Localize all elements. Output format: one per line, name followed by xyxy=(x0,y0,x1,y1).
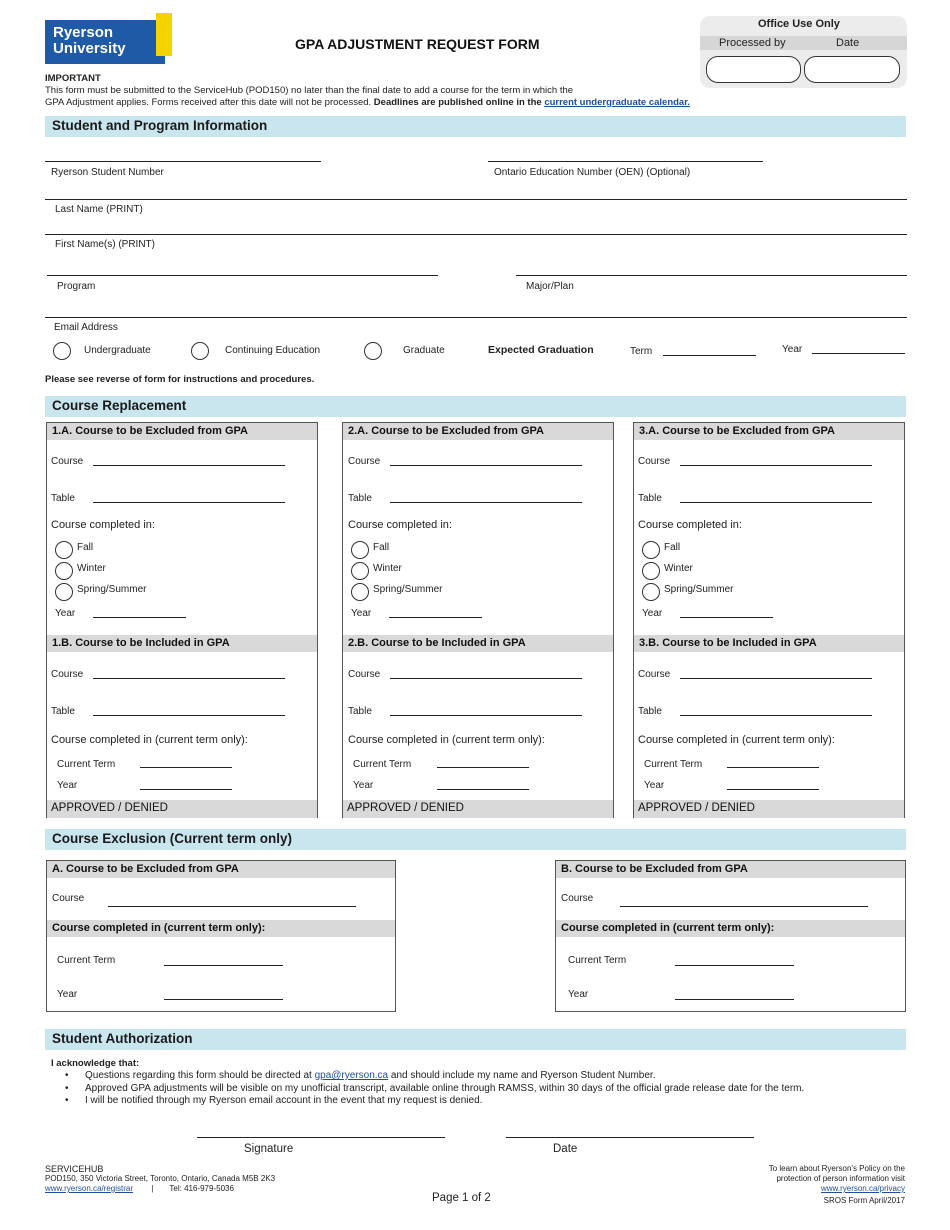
processed-by-label: Processed by xyxy=(719,37,786,49)
office-date-label: Date xyxy=(836,37,860,49)
spring-summer-label-2: Spring/Summer xyxy=(373,584,443,595)
reverse-note: Please see reverse of form for instructions and procedures. xyxy=(45,374,315,385)
auth-date-label: Date xyxy=(553,1143,578,1155)
fall-radio-3[interactable] xyxy=(642,541,660,559)
exclusion-b-completed: Course completed in (current term only): xyxy=(561,922,775,934)
excluded-year-field-3[interactable] xyxy=(680,617,773,618)
last-name-label: Last Name (PRINT) xyxy=(55,204,143,215)
excluded-course-field-2[interactable] xyxy=(390,465,582,466)
completed-current-label-2: Course completed in (current term only): xyxy=(348,734,545,746)
student-number-field[interactable] xyxy=(45,161,321,162)
excluded-course-field-1[interactable] xyxy=(93,465,285,466)
approved-denied-1: APPROVED / DENIED xyxy=(51,802,168,814)
graduation-term-label: Term xyxy=(630,346,653,357)
gpa-email-link[interactable]: gpa@ryerson.ca xyxy=(314,1070,389,1081)
included-table-field-2[interactable] xyxy=(390,715,582,716)
processed-by-field[interactable] xyxy=(706,56,801,83)
included-table-label-3: Table xyxy=(638,706,662,717)
exclusion-b-term-label: Current Term xyxy=(568,955,627,966)
replacement-column-2 xyxy=(342,422,614,818)
replacement-section-header xyxy=(45,396,906,417)
replacement-section-title: Course Replacement xyxy=(52,398,187,413)
student-number-label: Ryerson Student Number xyxy=(51,167,164,178)
exclusion-b-course-label: Course xyxy=(561,893,594,904)
winter-radio-1[interactable] xyxy=(55,562,73,580)
winter-label-2: Winter xyxy=(373,563,402,574)
exclusion-b-year-field[interactable] xyxy=(675,999,794,1000)
signature-field[interactable] xyxy=(197,1137,445,1138)
spring-summer-label-1: Spring/Summer xyxy=(77,584,147,595)
authorization-section-title: Student Authorization xyxy=(52,1031,193,1046)
undergraduate-radio[interactable] xyxy=(53,342,71,360)
excluded-table-field-1[interactable] xyxy=(93,502,285,503)
replacement-column-3 xyxy=(633,422,905,818)
graduation-year-field[interactable] xyxy=(812,353,905,354)
excluded-course-label-1: Course xyxy=(51,456,84,467)
important-line1: This form must be submitted to the ServiceHub (POD150) no later than the final date to add a course for the term in which the xyxy=(45,85,574,96)
included-table-field-3[interactable] xyxy=(680,715,872,716)
authorization-section-header xyxy=(45,1029,906,1050)
included-table-label-2: Table xyxy=(348,706,372,717)
current-term-field-3[interactable] xyxy=(727,767,819,768)
first-name-label: First Name(s) (PRINT) xyxy=(55,239,155,250)
calendar-link[interactable]: current undergraduate calendar. xyxy=(544,97,691,108)
excluded-course-label-2: Course xyxy=(348,456,381,467)
exclusion-box-b xyxy=(555,860,906,1012)
included-year-label-2: Year xyxy=(353,780,374,791)
included-course-label-2: Course xyxy=(348,669,381,680)
spring-summer-label-3: Spring/Summer xyxy=(664,584,734,595)
exclusion-a-course-label: Course xyxy=(52,893,85,904)
included-year-label-3: Year xyxy=(644,780,665,791)
current-term-field-1[interactable] xyxy=(140,767,232,768)
exclusion-a-title: A. Course to be Excluded from GPA xyxy=(52,863,239,875)
current-term-label-1: Current Term xyxy=(57,759,116,770)
major-label: Major/Plan xyxy=(526,281,574,292)
privacy-link[interactable]: www.ryerson.ca/privacy xyxy=(820,1184,905,1193)
spring-summer-radio-1[interactable] xyxy=(55,583,73,601)
included-table-label-1: Table xyxy=(51,706,75,717)
fall-label-3: Fall xyxy=(664,542,681,553)
oen-label: Ontario Education Number (OEN) (Optional) xyxy=(494,167,691,178)
graduation-term-field[interactable] xyxy=(663,355,756,356)
completed-in-label-1: Course completed in: xyxy=(51,519,155,531)
expected-graduation-label: Expected Graduation xyxy=(488,344,594,356)
winter-radio-2[interactable] xyxy=(351,562,369,580)
exclusion-b-course-field[interactable] xyxy=(620,906,868,907)
logo-text-line1: Ryerson xyxy=(53,24,114,41)
completed-in-label-2: Course completed in: xyxy=(348,519,452,531)
program-field[interactable] xyxy=(47,275,438,276)
included-year-field-3[interactable] xyxy=(727,789,819,790)
fall-label-1: Fall xyxy=(77,542,94,553)
current-term-label-2: Current Term xyxy=(353,759,412,770)
excluded-table-label-3: Table xyxy=(638,493,662,504)
excluded-title-2: 2.A. Course to be Excluded from GPA xyxy=(348,425,544,437)
included-course-label-1: Course xyxy=(51,669,84,680)
important-line2-b: Deadlines are published online in the xyxy=(373,97,542,108)
spring-summer-radio-3[interactable] xyxy=(642,583,660,601)
excluded-course-field-3[interactable] xyxy=(680,465,872,466)
email-label: Email Address xyxy=(54,322,118,333)
winter-radio-3[interactable] xyxy=(642,562,660,580)
exclusion-section-title: Course Exclusion (Current term only) xyxy=(52,831,293,846)
excluded-title-3: 3.A. Course to be Excluded from GPA xyxy=(639,425,835,437)
included-title-1: 1.B. Course to be Included in GPA xyxy=(52,637,230,649)
exclusion-a-term-label: Current Term xyxy=(57,955,116,966)
logo-yellow-bar xyxy=(156,13,172,56)
exclusion-a-year-label: Year xyxy=(57,989,78,1000)
student-section-header xyxy=(45,116,906,137)
footer-contact xyxy=(45,1184,234,1193)
form-id: SROS Form April/2017 xyxy=(823,1196,905,1205)
included-year-field-2[interactable] xyxy=(437,789,529,790)
excluded-table-label-1: Table xyxy=(51,493,75,504)
excluded-year-label-2: Year xyxy=(351,608,372,619)
privacy-line1: To learn about Ryerson's Policy on the xyxy=(768,1164,905,1173)
undergraduate-label: Undergraduate xyxy=(84,345,151,356)
winter-label-1: Winter xyxy=(77,563,106,574)
footer-org: SERVICEHUB xyxy=(45,1164,104,1174)
exclusion-a-course-field[interactable] xyxy=(108,906,356,907)
ryerson-logo xyxy=(45,20,165,64)
included-course-field-3[interactable] xyxy=(680,678,872,679)
footer-separator: | xyxy=(151,1184,154,1193)
registrar-link[interactable]: www.ryerson.ca/registrar xyxy=(45,1184,134,1193)
exclusion-b-term-field[interactable] xyxy=(675,965,794,966)
excluded-table-field-2[interactable] xyxy=(390,502,582,503)
acknowledge-item-2: • Approved GPA adjustments will be visible on my unofficial transcript, available online through RAMSS, within 30 days of the official grade release date for the term. xyxy=(45,1083,804,1096)
acknowledge-label: I acknowledge that: xyxy=(51,1058,140,1069)
current-term-field-2[interactable] xyxy=(437,767,529,768)
winter-label-3: Winter xyxy=(664,563,693,574)
form-title: GPA ADJUSTMENT REQUEST FORM xyxy=(295,36,540,52)
spring-summer-radio-2[interactable] xyxy=(351,583,369,601)
exclusion-box-a xyxy=(46,860,396,1012)
completed-current-label-1: Course completed in (current term only): xyxy=(51,734,248,746)
approved-denied-3: APPROVED / DENIED xyxy=(638,802,755,814)
excluded-table-label-2: Table xyxy=(348,493,372,504)
page-number: Page 1 of 2 xyxy=(432,1192,491,1204)
footer-address: POD150, 350 Victoria Street, Toronto, Ontario, Canada M5B 2K3 xyxy=(45,1174,276,1183)
excluded-year-label-1: Year xyxy=(55,608,76,619)
exclusion-a-completed: Course completed in (current term only): xyxy=(52,922,266,934)
excluded-year-field-1[interactable] xyxy=(93,617,186,618)
acknowledge-item-1: • Questions regarding this form should be directed at gpa@ryerson.ca and should include my name and Ryerson Student Number. xyxy=(45,1070,804,1083)
office-date-field[interactable] xyxy=(804,56,900,83)
important-line2 xyxy=(45,97,690,108)
continuing-education-radio[interactable] xyxy=(191,342,209,360)
first-name-field[interactable] xyxy=(45,234,907,235)
exclusion-b-title: B. Course to be Excluded from GPA xyxy=(561,863,748,875)
acknowledge-list xyxy=(45,1070,804,1108)
completed-current-label-3: Course completed in (current term only): xyxy=(638,734,835,746)
student-section-title: Student and Program Information xyxy=(52,118,268,133)
excluded-year-field-2[interactable] xyxy=(389,617,482,618)
replacement-column-1 xyxy=(46,422,318,818)
acknowledge-item-3: • I will be notified through my Ryerson email account in the event that my request is denied. xyxy=(45,1095,804,1108)
exclusion-b-year-label: Year xyxy=(568,989,589,1000)
excluded-year-label-3: Year xyxy=(642,608,663,619)
important-line2-a: GPA Adjustment applies. Forms received after this date will not be processed. xyxy=(45,97,372,108)
major-field[interactable] xyxy=(516,275,907,276)
exclusion-a-year-field[interactable] xyxy=(164,999,283,1000)
exclusion-section-header xyxy=(45,829,906,850)
excluded-course-label-3: Course xyxy=(638,456,671,467)
included-year-label-1: Year xyxy=(57,780,78,791)
office-use-panel xyxy=(700,16,907,88)
included-title-3: 3.B. Course to be Included in GPA xyxy=(639,637,817,649)
program-label: Program xyxy=(57,281,96,292)
office-use-title: Office Use Only xyxy=(758,18,840,30)
continuing-education-label: Continuing Education xyxy=(225,345,321,356)
included-year-field-1[interactable] xyxy=(140,789,232,790)
oen-field[interactable] xyxy=(488,161,763,162)
fall-radio-2[interactable] xyxy=(351,541,369,559)
included-course-field-2[interactable] xyxy=(390,678,582,679)
graduate-label: Graduate xyxy=(403,345,445,356)
included-course-label-3: Course xyxy=(638,669,671,680)
email-field[interactable] xyxy=(45,317,907,318)
exclusion-a-term-field[interactable] xyxy=(164,965,283,966)
included-title-2: 2.B. Course to be Included in GPA xyxy=(348,637,526,649)
graduate-radio[interactable] xyxy=(364,342,382,360)
graduation-year-label: Year xyxy=(782,344,803,355)
signature-label: Signature xyxy=(244,1143,294,1155)
excluded-table-field-3[interactable] xyxy=(680,502,872,503)
privacy-line2: protection of person information visit xyxy=(776,1174,905,1183)
logo-text-line2: University xyxy=(53,40,126,57)
fall-label-2: Fall xyxy=(373,542,390,553)
included-course-field-1[interactable] xyxy=(93,678,285,679)
excluded-title-1: 1.A. Course to be Excluded from GPA xyxy=(52,425,248,437)
current-term-label-3: Current Term xyxy=(644,759,703,770)
completed-in-label-3: Course completed in: xyxy=(638,519,742,531)
fall-radio-1[interactable] xyxy=(55,541,73,559)
last-name-field[interactable] xyxy=(45,199,907,200)
included-table-field-1[interactable] xyxy=(93,715,285,716)
important-label: IMPORTANT xyxy=(45,73,101,84)
auth-date-field[interactable] xyxy=(506,1137,754,1138)
approved-denied-2: APPROVED / DENIED xyxy=(347,802,464,814)
footer-tel: Tel: 416-979-5036 xyxy=(169,1184,234,1193)
